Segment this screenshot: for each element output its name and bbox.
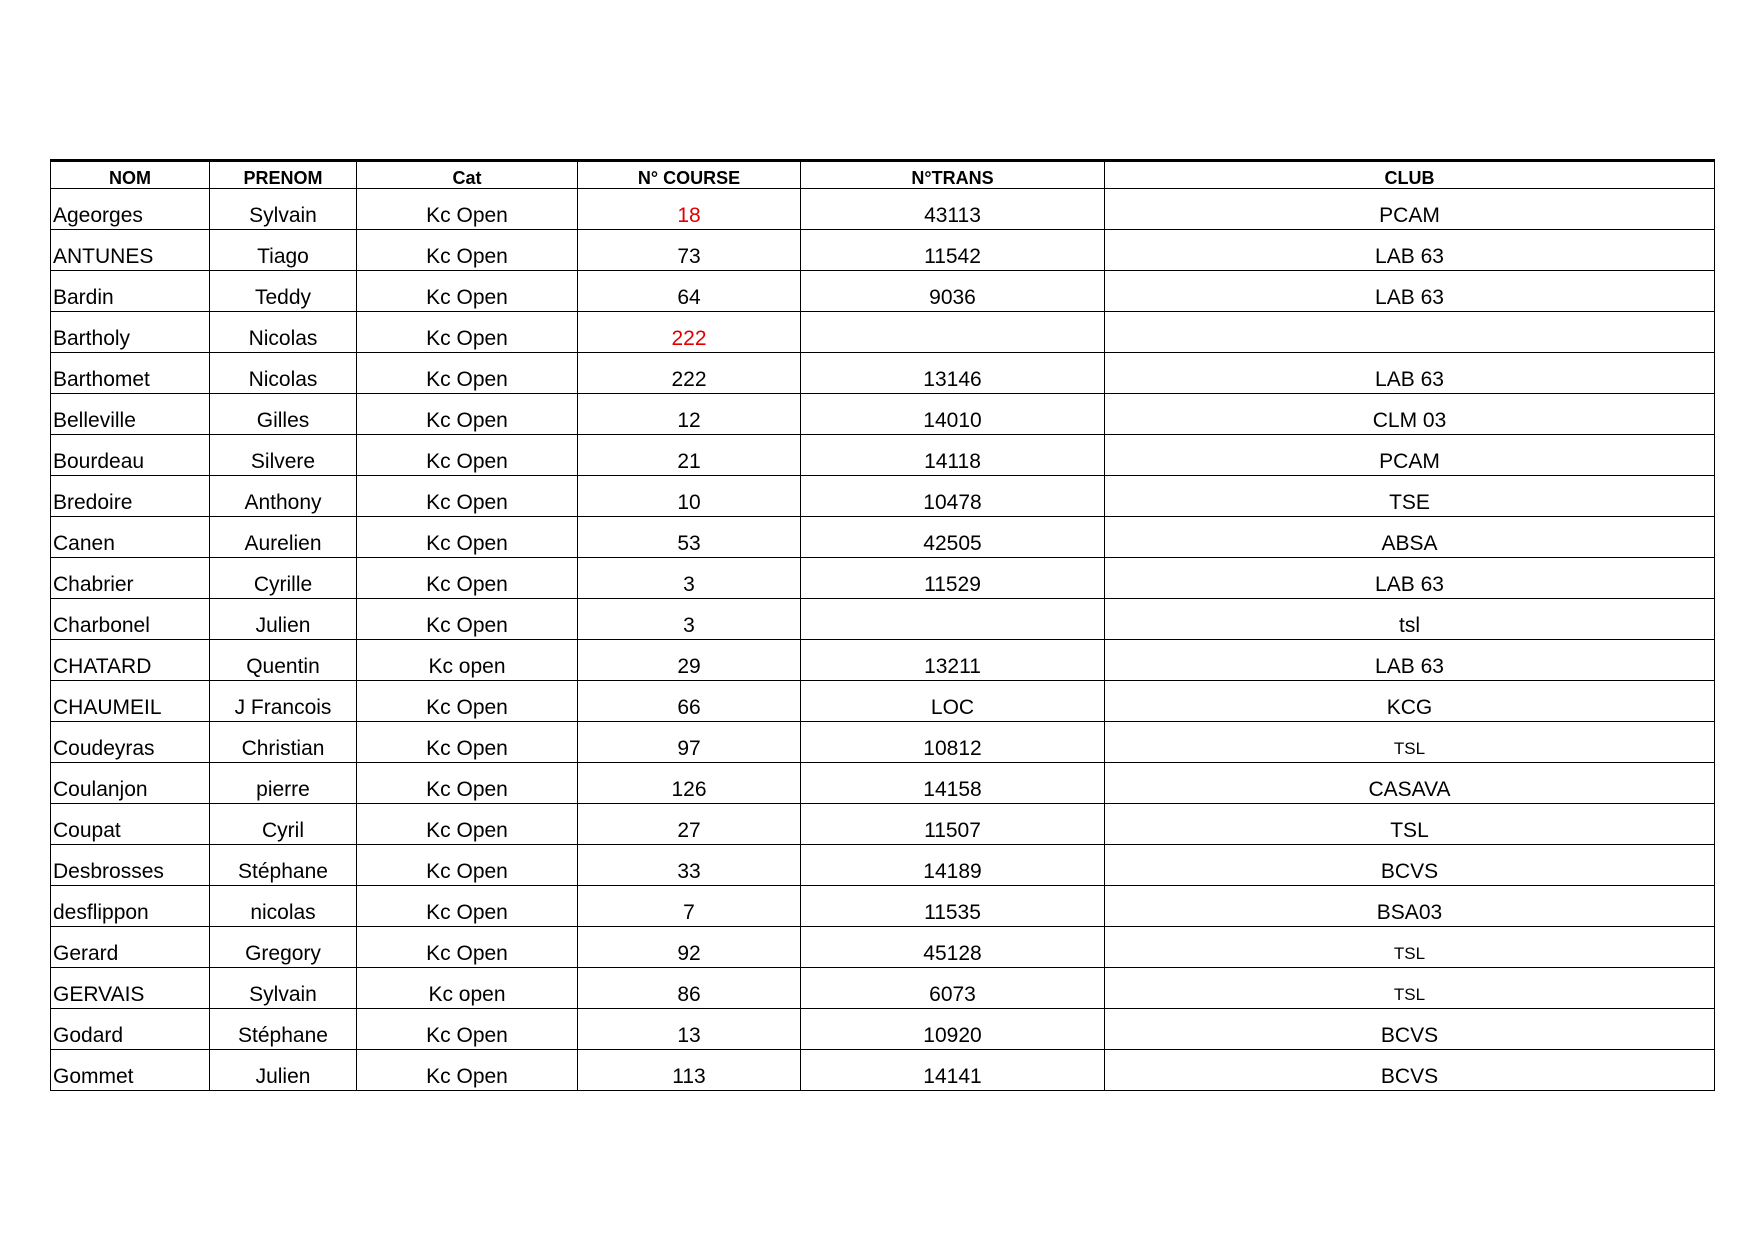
- table-row: [51, 1050, 1715, 1091]
- table-row: [51, 558, 1715, 599]
- cell-course: 7: [578, 886, 801, 927]
- cell-club: BCVS: [1105, 1009, 1715, 1050]
- cell-prenom: Quentin: [210, 640, 357, 681]
- cell-prenom: Sylvain: [210, 968, 357, 1009]
- cell-course: 12: [578, 394, 801, 435]
- table-row: [51, 927, 1715, 968]
- cell-club: BCVS: [1105, 845, 1715, 886]
- cell-nom: Godard: [51, 1009, 210, 1050]
- cell-cat: Kc Open: [357, 845, 578, 886]
- cell-cat: Kc Open: [357, 886, 578, 927]
- cell-prenom: Stéphane: [210, 845, 357, 886]
- cell-nom: ANTUNES: [51, 230, 210, 271]
- cell-cat: Kc Open: [357, 271, 578, 312]
- header-nom: NOM: [51, 161, 210, 189]
- cell-prenom: Anthony: [210, 476, 357, 517]
- table-row: [51, 271, 1715, 312]
- cell-club: BSA03: [1105, 886, 1715, 927]
- cell-trans: 14158: [801, 763, 1105, 804]
- cell-course: 21: [578, 435, 801, 476]
- cell-cat: Kc Open: [357, 763, 578, 804]
- header-trans: N°TRANS: [801, 161, 1105, 189]
- cell-prenom: Tiago: [210, 230, 357, 271]
- cell-nom: Gerard: [51, 927, 210, 968]
- cell-cat: Kc Open: [357, 599, 578, 640]
- cell-prenom: Sylvain: [210, 189, 357, 230]
- cell-trans: 13146: [801, 353, 1105, 394]
- cell-club: TSE: [1105, 476, 1715, 517]
- cell-nom: CHAUMEIL: [51, 681, 210, 722]
- cell-nom: Belleville: [51, 394, 210, 435]
- cell-course: 18: [578, 189, 801, 230]
- cell-course: 3: [578, 599, 801, 640]
- cell-course: 64: [578, 271, 801, 312]
- cell-nom: Gommet: [51, 1050, 210, 1091]
- cell-nom: Ageorges: [51, 189, 210, 230]
- table-row: [51, 353, 1715, 394]
- cell-trans: 11535: [801, 886, 1105, 927]
- header-cat: Cat: [357, 161, 578, 189]
- cell-nom: Bourdeau: [51, 435, 210, 476]
- cell-trans: 9036: [801, 271, 1105, 312]
- cell-nom: Bartholy: [51, 312, 210, 353]
- cell-club: CLM 03: [1105, 394, 1715, 435]
- cell-nom: Charbonel: [51, 599, 210, 640]
- cell-prenom: Gregory: [210, 927, 357, 968]
- cell-trans: 14141: [801, 1050, 1105, 1091]
- cell-nom: Coulanjon: [51, 763, 210, 804]
- cell-club: PCAM: [1105, 189, 1715, 230]
- cell-trans: 11507: [801, 804, 1105, 845]
- cell-nom: CHATARD: [51, 640, 210, 681]
- cell-trans: 13211: [801, 640, 1105, 681]
- table-row: [51, 517, 1715, 558]
- cell-prenom: J Francois: [210, 681, 357, 722]
- table-row: [51, 968, 1715, 1009]
- cell-nom: GERVAIS: [51, 968, 210, 1009]
- cell-club: [1105, 312, 1715, 353]
- cell-club: TSL: [1105, 968, 1715, 1009]
- cell-course: 222: [578, 353, 801, 394]
- cell-club: CASAVA: [1105, 763, 1715, 804]
- table-row: [51, 476, 1715, 517]
- cell-course: 222: [578, 312, 801, 353]
- cell-cat: Kc Open: [357, 681, 578, 722]
- cell-prenom: Julien: [210, 599, 357, 640]
- cell-prenom: pierre: [210, 763, 357, 804]
- cell-trans: LOC: [801, 681, 1105, 722]
- cell-trans: 14118: [801, 435, 1105, 476]
- cell-nom: Coudeyras: [51, 722, 210, 763]
- cell-club: LAB 63: [1105, 230, 1715, 271]
- cell-trans: 43113: [801, 189, 1105, 230]
- table-row: [51, 681, 1715, 722]
- cell-course: 3: [578, 558, 801, 599]
- cell-cat: Kc Open: [357, 558, 578, 599]
- cell-course: 92: [578, 927, 801, 968]
- table-row: [51, 1009, 1715, 1050]
- cell-trans: 6073: [801, 968, 1105, 1009]
- cell-course: 29: [578, 640, 801, 681]
- cell-club: KCG: [1105, 681, 1715, 722]
- cell-course: 10: [578, 476, 801, 517]
- cell-club: TSL: [1105, 722, 1715, 763]
- cell-cat: Kc Open: [357, 394, 578, 435]
- cell-course: 33: [578, 845, 801, 886]
- table-row: [51, 640, 1715, 681]
- cell-trans: 10812: [801, 722, 1105, 763]
- table-row: [51, 763, 1715, 804]
- table-row: [51, 394, 1715, 435]
- table-row: [51, 189, 1715, 230]
- cell-nom: Chabrier: [51, 558, 210, 599]
- cell-trans: 11542: [801, 230, 1105, 271]
- cell-trans: 14189: [801, 845, 1105, 886]
- cell-cat: Kc open: [357, 968, 578, 1009]
- header-club: CLUB: [1105, 161, 1715, 189]
- table-body: [51, 189, 1715, 1091]
- table-row: [51, 804, 1715, 845]
- table-row: [51, 435, 1715, 476]
- cell-trans: 10920: [801, 1009, 1105, 1050]
- cell-course: 86: [578, 968, 801, 1009]
- cell-cat: Kc Open: [357, 189, 578, 230]
- cell-cat: Kc Open: [357, 517, 578, 558]
- cell-cat: Kc Open: [357, 353, 578, 394]
- cell-course: 73: [578, 230, 801, 271]
- cell-prenom: Silvere: [210, 435, 357, 476]
- cell-club: LAB 63: [1105, 558, 1715, 599]
- cell-nom: Bardin: [51, 271, 210, 312]
- cell-trans: 42505: [801, 517, 1105, 558]
- cell-trans: 14010: [801, 394, 1105, 435]
- cell-nom: Coupat: [51, 804, 210, 845]
- table-header-row: [51, 161, 1715, 189]
- cell-cat: Kc Open: [357, 804, 578, 845]
- cell-nom: Desbrosses: [51, 845, 210, 886]
- cell-course: 97: [578, 722, 801, 763]
- cell-club: ABSA: [1105, 517, 1715, 558]
- cell-club: tsl: [1105, 599, 1715, 640]
- cell-club: BCVS: [1105, 1050, 1715, 1091]
- header-prenom: PRENOM: [210, 161, 357, 189]
- cell-prenom: nicolas: [210, 886, 357, 927]
- cell-trans: 11529: [801, 558, 1105, 599]
- table-row: [51, 599, 1715, 640]
- cell-nom: Bredoire: [51, 476, 210, 517]
- cell-club: LAB 63: [1105, 640, 1715, 681]
- cell-club: LAB 63: [1105, 353, 1715, 394]
- cell-trans: 10478: [801, 476, 1105, 517]
- cell-course: 53: [578, 517, 801, 558]
- cell-course: 126: [578, 763, 801, 804]
- cell-prenom: Stéphane: [210, 1009, 357, 1050]
- cell-prenom: Cyril: [210, 804, 357, 845]
- cell-trans: 45128: [801, 927, 1105, 968]
- cell-prenom: Nicolas: [210, 312, 357, 353]
- cell-cat: Kc Open: [357, 722, 578, 763]
- cell-course: 66: [578, 681, 801, 722]
- cell-prenom: Gilles: [210, 394, 357, 435]
- table-row: [51, 230, 1715, 271]
- cell-cat: Kc Open: [357, 927, 578, 968]
- cell-club: LAB 63: [1105, 271, 1715, 312]
- cell-club: TSL: [1105, 804, 1715, 845]
- cell-cat: Kc Open: [357, 312, 578, 353]
- cell-cat: Kc Open: [357, 1009, 578, 1050]
- table-row: [51, 845, 1715, 886]
- cell-club: TSL: [1105, 927, 1715, 968]
- cell-course: 113: [578, 1050, 801, 1091]
- cell-nom: desflippon: [51, 886, 210, 927]
- cell-nom: Barthomet: [51, 353, 210, 394]
- cell-prenom: Aurelien: [210, 517, 357, 558]
- cell-trans: [801, 312, 1105, 353]
- cell-cat: Kc Open: [357, 230, 578, 271]
- cell-prenom: Nicolas: [210, 353, 357, 394]
- table-row: [51, 722, 1715, 763]
- cell-cat: Kc Open: [357, 435, 578, 476]
- table-row: [51, 886, 1715, 927]
- cell-trans: [801, 599, 1105, 640]
- cell-prenom: Teddy: [210, 271, 357, 312]
- cell-club: PCAM: [1105, 435, 1715, 476]
- cell-prenom: Christian: [210, 722, 357, 763]
- cell-cat: Kc Open: [357, 476, 578, 517]
- participants-table: [50, 159, 1715, 1091]
- cell-prenom: Julien: [210, 1050, 357, 1091]
- cell-cat: Kc Open: [357, 1050, 578, 1091]
- cell-course: 13: [578, 1009, 801, 1050]
- cell-course: 27: [578, 804, 801, 845]
- header-course: N° COURSE: [578, 161, 801, 189]
- cell-cat: Kc open: [357, 640, 578, 681]
- cell-nom: Canen: [51, 517, 210, 558]
- cell-prenom: Cyrille: [210, 558, 357, 599]
- table-row: [51, 312, 1715, 353]
